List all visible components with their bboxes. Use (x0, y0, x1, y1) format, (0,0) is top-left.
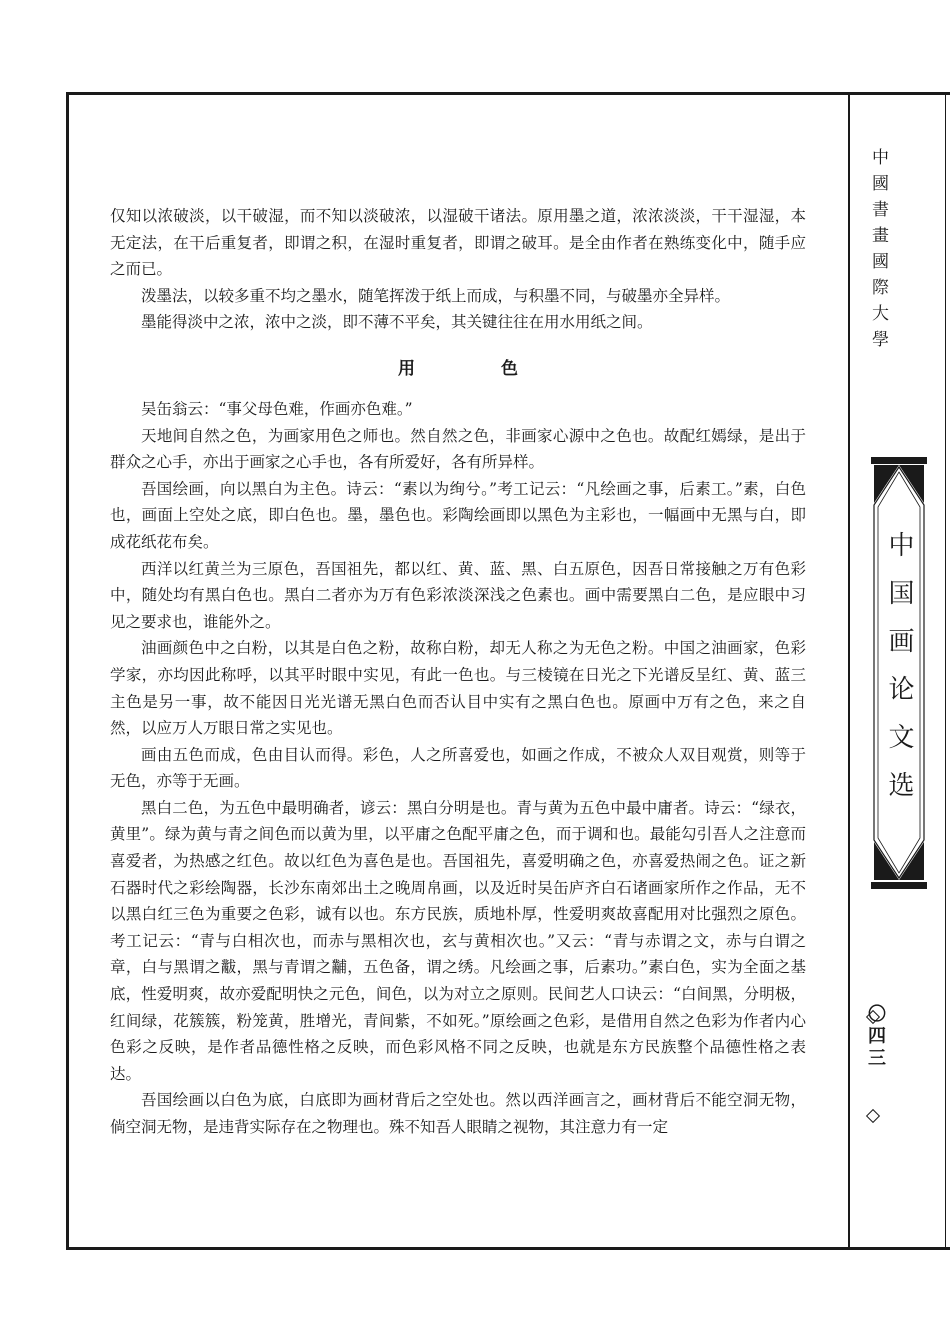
publisher-title: 中國書畫國際大學 (868, 148, 888, 356)
page-number: 〇四三 (865, 1004, 886, 1070)
paragraph: 油画颜色中之白粉，以其是白色之粉，故称白粉，却无人称之为无色之粉。中国之油画家，色彩学家，亦均因此称呼，以其平时眼中实见，有此一色也。与三棱镜在日光之下光谱反呈红、黄、蓝三主色是另一事，故不能因日光光谱无黑白色而否认目中实有之黑白色也。原画中万有之色，来之自然，以应万人万眼日常之实见也。 (110, 639, 806, 738)
outer-edge-rule (945, 92, 946, 1250)
paragraph: 墨能得淡中之浓，浓中之淡，即不薄不平矣，其关键往往在用水用纸之间。 (141, 313, 653, 332)
paragraph: 吾国绘画以白色为底，白底即为画材背后之空处也。然以西洋画言之，画材背后不能空洞无物，倘空洞无物，是违背实际存在之物理也。殊不知吾人眼睛之视物，其注意力有一定 (110, 1091, 806, 1136)
book-title: 中国画论文选 (884, 531, 914, 819)
section-heading: 用 色 (398, 358, 558, 379)
paragraph: 黑白二色，为五色中最明确者，谚云：黑白分明是也。青与黄为五色中最中庸者。诗云：“绿衣，黄里”。绿为黄与青之间色而以黄为里，以平庸之色配平庸之色，而于调和也。最能勾引吾人之注意而喜爱者，为热感之红色。故以红色为喜色是也。吾国祖先，喜爱明确之色，亦喜爱热闹之色。证之新石器时代之彩绘陶器，长沙东南郊出土之晚周帛画，以及近时吴缶庐齐白石诸画家所作之作品，无不以黑白红三色为重要之色彩，诚有以也。东方民族，质地朴厚，性爱明爽故喜配用对比强烈之原色。考工记云：“青与白相次也，而赤与黑相次也，玄与黄相次也。”又云：“青与赤谓之文，赤与白谓之章，白与黑谓之黻，黑与青谓之黼，五色备，谓之绣。凡绘画之事，后素功。”素白色，实为全面之基底，性爱明爽，故亦爱配明快之元色，间色，以为对立之原则。民间艺人口诀云：“白间黑，分明极，红间绿，花簇簇，粉笼黄，胜增光，青间紫，不如死。”原绘画之色彩，是借用自然之色彩为作者内心色彩之反映，是作者品德性格之反映，而色彩风格不同之反映，也就是东方民族整个品德性格之表达。 (110, 798, 806, 1083)
side-column-rule (848, 92, 850, 1250)
paragraph: 画由五色而成，色由目认而得。彩色，人之所喜爱也，如画之作成，不被众人双目观赏，则等于无色，亦等于无画。 (110, 745, 806, 791)
paragraph: 西洋以红黄兰为三原色，吾国祖先，都以红、黄、蓝、黑、白五原色，因吾日常接触之万有色彩中，随处均有黑白色也。黑白二者亦为万有色彩浓淡深浅之色素也。画中需要黑白二色，是应眼中习见之要求也，谁能外之。 (110, 559, 806, 631)
paragraph: 泼墨法，以较多重不均之墨水，随笔挥泼于纸上而成，与积墨不同，与破墨亦全异样。 (141, 286, 731, 305)
paragraph: 吾国绘画，向以黑白为主色。诗云：“素以为绚兮。”考工记云：“凡绘画之事，后素工。”素，白色也，画面上空处之底，即白色也。墨，墨色也。彩陶绘画即以黑色为主彩也，一幅画中无黑与白，即成花纸花布矣。 (110, 479, 806, 551)
main-text (110, 203, 806, 1141)
paragraph: 天地间自然之色，为画家用色之师也。然自然之色，非画家心源中之色也。故配红嫣绿，是出于群众之心手，亦出于画家之心手也，各有所爱好，各有所异样。 (110, 426, 806, 472)
banner-bottom-bar (871, 882, 927, 889)
banner-top-bar (871, 457, 927, 464)
book-title-banner (872, 465, 926, 880)
paragraph: 吴缶翁云：“事父母色难，作画亦色难。” (141, 399, 413, 418)
paragraph: 仅知以浓破淡，以干破湿，而不知以淡破浓，以湿破干诸法。原用墨之道，浓浓淡淡，干干湿湿，本无定法，在干后重复者，即谓之积，在湿时重复者，即谓之破耳。是全由作者在熟练变化中，随手应之而已。 (110, 207, 806, 279)
